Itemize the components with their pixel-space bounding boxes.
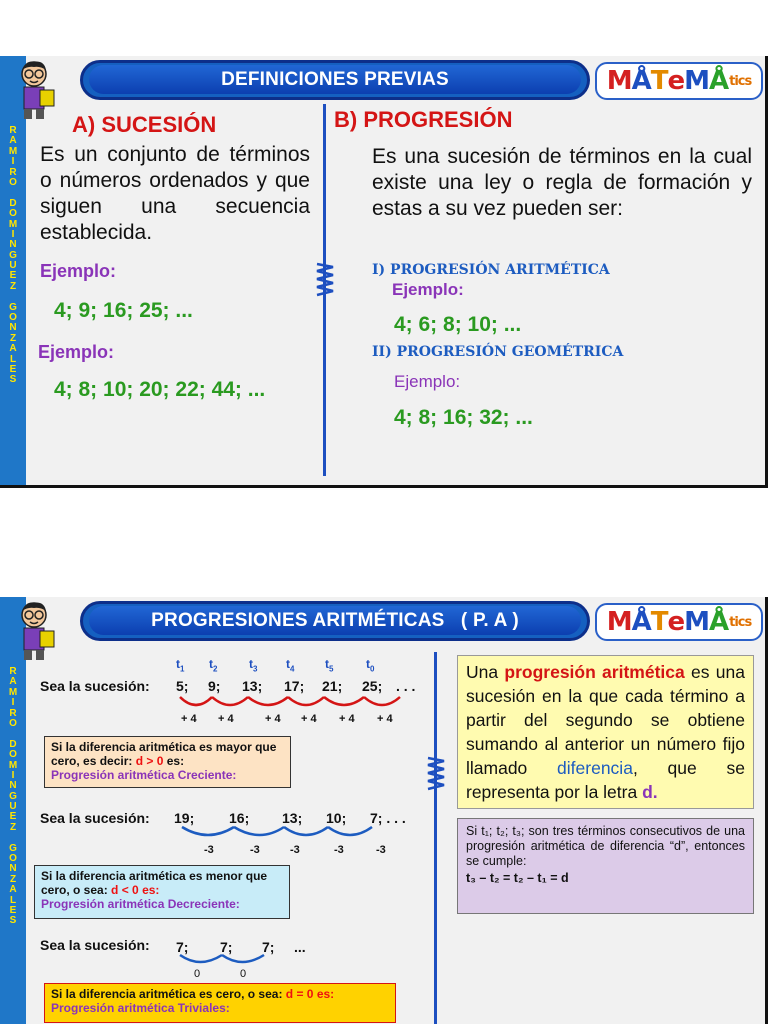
logo-letter: tics [729, 73, 752, 89]
difference-value: 0 [240, 968, 247, 980]
slide-title: DEFINICIONES PREVIAS [89, 65, 581, 94]
logo-letter: M [606, 66, 632, 96]
logo-letter: M [684, 66, 709, 96]
sequence-label: Sea la sucesión: [40, 678, 150, 694]
property-box [457, 818, 754, 914]
progresion-heading: B) PROGRESIÓN [334, 107, 513, 132]
difference-value: -3 [250, 844, 260, 856]
condition-text: Si la diferencia aritmética es mayor que cero, es decir: [51, 740, 277, 768]
condition-es: es: [316, 987, 335, 1001]
definition-box [457, 655, 754, 809]
condition-inequality: d < 0 [111, 883, 139, 897]
sucesion-definition: Es un conjunto de términos o números ordenados y que siguen una secuencia establecida. [40, 143, 310, 244]
difference-value: -3 [334, 844, 344, 856]
def-text: es una sucesión en la que cada término a partir del segundo se obtiene sumando al anterior un número fijo llamado [466, 662, 745, 778]
sequence-term: 19; [174, 810, 195, 826]
term-label: $t_4$ [286, 657, 295, 674]
sequence-term: 5; [176, 678, 189, 694]
sucesion-example2-label: Ejemplo: [38, 342, 115, 362]
slide-title: PROGRESIONES ARITMÉTICAS ( P. A ) [89, 606, 581, 635]
sequence-term: . . . [396, 678, 416, 694]
column-divider [434, 652, 437, 1024]
sequence-term: 10; [326, 810, 347, 826]
difference-arcs [176, 695, 416, 713]
slide-definiciones-previas [0, 56, 768, 488]
author-vertical-text: R A M I R O D O M I N G U E Z G O N Z A L E S [8, 125, 18, 386]
progresion-geometrica-example: 4; 8; 16; 32; ... [394, 406, 533, 429]
condition-result: Progresión aritmética Triviales: [51, 1001, 230, 1015]
logo-letter: Å [709, 66, 729, 96]
slide-progresiones-aritmeticas [0, 597, 768, 1024]
term-label: $t_2$ [209, 657, 218, 674]
def-text: , que se representa por la letra [466, 758, 745, 802]
sequence-term: 25; [362, 678, 383, 694]
title-banner [80, 601, 590, 641]
difference-value: + 4 [377, 713, 393, 725]
spring-icon [426, 755, 446, 793]
term-label: $t_0$ [366, 657, 375, 674]
difference-value: + 4 [218, 713, 234, 725]
difference-arcs [180, 825, 400, 843]
sequence-term: ... [294, 939, 306, 955]
condition-text: Si la diferencia aritmética es menor que cero, o sea: [41, 869, 268, 897]
term-label: $t_3$ [249, 657, 258, 674]
sequence-term: 17; [284, 678, 305, 694]
sequence-term: 7; [176, 939, 189, 955]
def-diferencia: diferencia [557, 758, 633, 778]
difference-value: + 4 [181, 713, 197, 725]
def-term: progresión aritmética [504, 662, 685, 682]
title-banner [80, 60, 590, 100]
logo-letter: Å [631, 66, 651, 96]
sucesion-example2: 4; 8; 10; 20; 22; 44; ... [54, 378, 266, 401]
difference-value: + 4 [339, 713, 355, 725]
difference-value: 0 [194, 968, 201, 980]
sequence-term: 9; [208, 678, 221, 694]
progresion-geometrica-label: II) PROGRESIÓN GEOMÉTRICA [372, 344, 624, 360]
logo-letter: tics [729, 614, 752, 630]
logo-letter: T [650, 66, 668, 96]
matematics-logo [595, 62, 763, 100]
progresion-definition: Es una sucesión de términos en la cual existe una ley o regla de formación y estas a su vez pueden ser: [372, 145, 752, 220]
difference-value: -3 [204, 844, 214, 856]
condition-box-decreciente [34, 865, 290, 919]
condition-result: Progresión aritmética Creciente: [51, 768, 237, 782]
condition-text: Si la diferencia aritmética es cero, o sea: [51, 987, 283, 1001]
sequence-term: 13; [282, 810, 303, 826]
difference-value: + 4 [301, 713, 317, 725]
difference-value: + 4 [265, 713, 281, 725]
condition-box-creciente [44, 736, 291, 788]
property-formula: t₃ – t₂ = t₂ – t₁ = d [466, 871, 569, 885]
term-label: $t_5$ [325, 657, 334, 674]
logo-letter: e [667, 607, 685, 637]
condition-inequality: d = 0 [285, 987, 314, 1001]
teacher-mascot-icon [4, 599, 68, 663]
sucesion-example1: 4; 9; 16; 25; ... [54, 299, 193, 322]
difference-value: -3 [376, 844, 386, 856]
logo-letter: M [606, 607, 632, 637]
sequence-term: 21; [322, 678, 343, 694]
progresion-aritmetica-label: I) PROGRESIÓN ARITMÉTICA [372, 262, 610, 278]
property-text: Si t₁; t₂; t₃; son tres términos consecutivos de una progresión aritmética de diferencia “d”, entonces se cumple: [466, 824, 745, 868]
progresion-aritmetica-example: 4; 6; 8; 10; ... [394, 313, 522, 336]
difference-arcs [178, 953, 278, 969]
progresion-aritmetica-example-label: Ejemplo: [392, 280, 464, 299]
sequence-label: Sea la sucesión: [40, 810, 150, 826]
term-label: $t_1$ [176, 657, 185, 674]
logo-letter: T [650, 607, 668, 637]
condition-es: es: [142, 883, 160, 897]
sequence-term: 7; . . . [370, 810, 406, 826]
condition-es: es: [166, 754, 185, 768]
def-text: Una [466, 662, 499, 682]
difference-value: -3 [290, 844, 300, 856]
sucesion-example1-label: Ejemplo: [40, 261, 117, 281]
author-vertical-text: R A M I R O D O M I N G U E Z G O N Z A L E S [8, 666, 18, 927]
logo-letter: Å [709, 607, 729, 637]
logo-letter: Å [631, 607, 651, 637]
def-letter: d. [642, 782, 658, 802]
spring-icon [315, 261, 335, 299]
condition-box-triviales [44, 983, 396, 1023]
sucesion-heading: A) SUCESIÓN [72, 112, 217, 137]
sequence-term: 16; [229, 810, 250, 826]
sequence-term: 13; [242, 678, 263, 694]
logo-letter: M [684, 607, 709, 637]
condition-inequality: d > 0 [135, 754, 164, 768]
sequence-term: 7; [262, 939, 275, 955]
teacher-mascot-icon [4, 58, 68, 122]
logo-letter: e [667, 66, 685, 96]
sequence-term: 7; [220, 939, 233, 955]
sequence-label: Sea la sucesión: [40, 937, 150, 953]
matematics-logo [595, 603, 763, 641]
condition-result: Progresión aritmética Decreciente: [41, 897, 240, 911]
progresion-geometrica-example-label: Ejemplo: [394, 372, 461, 391]
